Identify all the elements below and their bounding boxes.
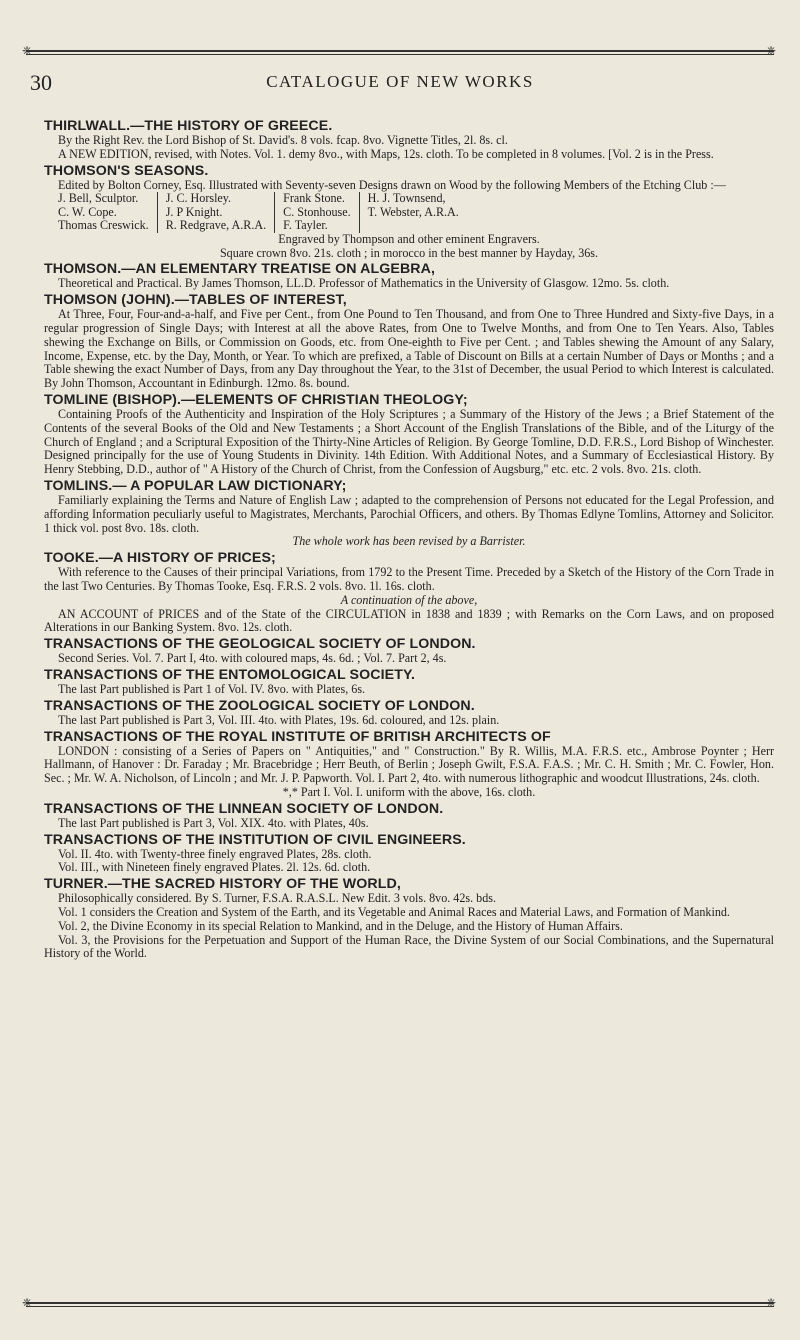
entry-heading: TRANSACTIONS OF THE ROYAL INSTITUTE OF BRITISH ARCHITECTS OF [44, 728, 551, 745]
entry-paragraph: Vol. III., with Nineteen finely engraved Plates. 2l. 12s. 6d. cloth. [58, 860, 371, 875]
catalogue-entry [44, 698, 774, 728]
entry-heading: TURNER.—THE SACRED HISTORY OF THE WORLD, [44, 876, 401, 893]
entry-paragraph: *,* Part I. Vol. I. uniform with the above, 16s. cloth. [282, 785, 536, 799]
entry-paragraph: The last Part published is Part 3, Vol. III. 4to. with Plates, 19s. 6d. coloured, and 12s. plain. [58, 712, 500, 727]
entry-body [44, 892, 774, 961]
catalogue-entry [44, 876, 774, 961]
entry-body [44, 308, 774, 391]
catalogue-entry [44, 801, 774, 831]
entry-heading: THOMSON.—AN ELEMENTARY TREATISE ON ALGEBRA, [44, 261, 436, 278]
entry-heading: TRANSACTIONS OF THE INSTITUTION OF CIVIL ENGINEERS. [44, 831, 466, 848]
catalogue-entry [44, 392, 774, 477]
entry-paragraph: Edited by Bolton Corney, Esq. Illustrated with Seventy-seven Designs drawn on Wood by the following Members of the Etching Club :— [58, 177, 726, 192]
top-right-ornament: ❈ [766, 44, 777, 58]
entry-heading: THIRLWALL.—THE HISTORY OF GREECE. [44, 118, 333, 134]
entry-paragraph: With reference to the Causes of their principal Variations, from 1792 to the Present Time. Preceded by a Sketch of the History of the Corn Trade in the last Two Centuries. By Thomas Tooke, Esq. F.R.S. 2 vols. 8vo. 1l. 16s. cloth. [44, 565, 774, 594]
etcher-name: T. Webster, A.R.A. [359, 206, 467, 220]
entry-body [44, 134, 774, 162]
etching-club-members [58, 192, 467, 233]
entry-body [44, 408, 774, 477]
entry-body [44, 494, 774, 549]
catalogue-entry [44, 118, 774, 162]
entry-heading: THOMSON (JOHN).—TABLES OF INTEREST, [44, 292, 347, 309]
running-title: CATALOGUE OF NEW WORKS [266, 72, 534, 91]
etcher-name: Frank Stone. [275, 192, 360, 206]
catalogue-entry [44, 478, 774, 549]
entry-heading: TOMLINE (BISHOP).—ELEMENTS OF CHRISTIAN THEOLOGY; [44, 392, 468, 409]
top-left-ornament: ❈ [22, 44, 33, 58]
etcher-name: C. W. Cope. [58, 204, 117, 219]
bottom-right-ornament: ❈ [766, 1296, 777, 1310]
etcher-name: R. Redgrave, A.R.A. [157, 219, 274, 233]
entry-heading: TRANSACTIONS OF THE GEOLOGICAL SOCIETY OF LONDON. [44, 636, 476, 653]
catalogue-entry [44, 550, 774, 635]
entry-paragraph: Philosophically considered. By S. Turner, F.S.A. R.A.S.L. New Edit. 3 vols. 8vo. 42s. bds. [58, 891, 496, 906]
etcher-name [359, 219, 467, 233]
catalogue-entry [44, 729, 774, 800]
entry-paragraph: LONDON : consisting of a Series of Papers on " Antiquities," and " Construction." By R. Willis, M.A. F.R.S. etc., Ambrose Poynter ; Herr Hallmann, of Hanover : Dr. Faraday ; Mr. Bracebridge ; Herr Beuth, of Berlin ; Joseph Gwilt, F.S.A. F.A.S. ; Mr. C. H. Smith ; Mr. C. Fowler, Hon. Sec. ; Mr. W. A. Nicholson, of Lincoln ; and Mr. J. P. Papworth. Vol. I. Part 2, 4to. with numerous lithographic and woodcut Illustrations, 24s. cloth. [44, 743, 774, 786]
entry-paragraph: The last Part published is Part 3, Vol. XIX. 4to. with Plates, 40s. [58, 815, 369, 830]
top-rule [26, 50, 774, 55]
entry-paragraph: Vol. II. 4to. with Twenty-three finely engraved Plates, 28s. cloth. [58, 846, 372, 861]
entry-body [44, 566, 774, 635]
entry-heading: TRANSACTIONS OF THE ENTOMOLOGICAL SOCIETY. [44, 667, 415, 684]
entry-heading: TRANSACTIONS OF THE LINNEAN SOCIETY OF LONDON. [44, 800, 444, 817]
entry-heading: TOMLINS.— A POPULAR LAW DICTIONARY; [44, 478, 347, 495]
catalogue-entry [44, 636, 774, 666]
entry-paragraph: Familiarly explaining the Terms and Nature of English Law ; adapted to the comprehension of Persons not educated for the Legal Profession, and affording Information peculiarly useful to Magistrates, Merchants, Parochial Officers, and others. By Thomas Edlyne Tomlins, Attorney and Solicitor. 1 thick vol. post 8vo. 18s. cloth. [44, 493, 774, 535]
entry-paragraph: The last Part published is Part 1 of Vol. IV. 8vo. with Plates, 6s. [58, 682, 366, 697]
entry-body [44, 817, 774, 831]
entry-note: Square crown 8vo. 21s. cloth ; in morocco in the best manner by Hayday, 36s. [219, 245, 599, 260]
page-number: 30 [30, 70, 52, 95]
entry-paragraph: Vol. 2, the Divine Economy in its special Relation to Mankind, and in the Deluge, and the History of Human Affairs. [58, 918, 623, 933]
etcher-name: J. Bell, Sculptor. [58, 191, 139, 206]
etcher-name: H. J. Townsend, [359, 192, 467, 206]
entry-heading: TRANSACTIONS OF THE ZOOLOGICAL SOCIETY OF LONDON. [44, 697, 475, 714]
entry-body [44, 652, 774, 666]
bottom-rule [26, 1302, 774, 1307]
entry-paragraph: A NEW EDITION, revised, with Notes. Vol. 1. demy 8vo., with Maps, 12s. cloth. To be completed in 8 volumes. [Vol. 2 is in the Press. [58, 146, 714, 161]
etcher-name: Thomas Creswick. [58, 218, 149, 233]
entry-paragraph: Vol. 1 considers the Creation and System of the Earth, and its Vegetable and Animal Races and Material Laws, and Formation of Mankind. [58, 904, 730, 919]
catalogue-entries [44, 118, 774, 962]
entry-body [44, 179, 774, 261]
bottom-left-ornament: ❈ [22, 1296, 33, 1310]
entry-note: Engraved by Thompson and other eminent Engravers. [278, 231, 540, 246]
entry-body [44, 848, 774, 876]
entry-heading: TOOKE.—A HISTORY OF PRICES; [44, 550, 276, 567]
etcher-name: J. C. Horsley. [157, 192, 274, 206]
catalogue-entry [44, 832, 774, 876]
entry-heading: THOMSON'S SEASONS. [44, 162, 209, 179]
etcher-name: C. Stonhouse. [275, 206, 360, 220]
entry-body [44, 277, 774, 291]
entry-paragraph: At Three, Four, Four-and-a-half, and Five per Cent., from One Pound to Ten Thousand, and from One to Three Hundred and Sixty-five Days, in a regular progression of Single Days; with Interest at all the above Rates, from One to Twelve Months, and from One to Ten Years. Also, Tables shewing the Exchange on Bills, or Commission on Goods, etc. from One-eighth to Five per Cent. ; and Tables shewing the Amount of any Salary, Income, Expense, etc. by the Day, Month, or Year. To which are prefixed, a Table of Discount on Bills at a certain Number of Days or Months ; and a Table shewing the exact Number of Days, from any Day throughout the Year, to the 31st of December, the usual Period to which Interest is calculated. By John Thomson, Accountant in Edinburgh. 12mo. 8s. bound. [44, 307, 774, 391]
catalogue-entry [44, 667, 774, 697]
catalogue-entry [44, 163, 774, 261]
entry-body [44, 745, 774, 800]
entry-paragraph: The whole work has been revised by a Barrister. [292, 534, 526, 549]
catalogue-entry [44, 261, 774, 291]
etcher-name: F. Tayler. [275, 219, 360, 233]
entry-paragraph: By the Right Rev. the Lord Bishop of St. David's. 8 vols. fcap. 8vo. Vignette Titles, 2l. 8s. cl. [58, 133, 508, 147]
entry-paragraph: AN ACCOUNT of PRICES and of the State of the CIRCULATION in 1838 and 1839 ; with Remarks on the Corn Laws, and on proposed Alterations in our Banking System. 8vo. 12s. cloth. [44, 606, 774, 635]
entry-body [44, 683, 774, 697]
entry-paragraph: Vol. 3, the Provisions for the Perpetuation and Support of the Human Race, the Divine System of our Social Combinations, and the Supernatural History of the World. [44, 932, 774, 961]
entry-paragraph: Containing Proofs of the Authenticity and Inspiration of the Holy Scriptures ; a Summary of the History of the Jews ; a Brief Statement of the Contents of the several Books of the Old and New Testaments ; a Short Account of the English Translations of the Bible, and of the Liturgy of the Church of England ; and a Scriptural Exposition of the Thirty-Nine Articles of Religion. By George Tomline, D.D. F.R.S., Lord Bishop of Winchester. Designed principally for the use of Young Students in Divinity. 14th Edition. With Additional Notes, and a Summary of Ecclesiastical History. By Henry Stebbing, D.D., author of " A History of the Church of Christ, from the Confession of Augsburg," etc. etc. 2 vols. 8vo. 21s. cloth. [44, 407, 774, 477]
catalogue-entry [44, 292, 774, 391]
entry-paragraph: Theoretical and Practical. By James Thomson, LL.D. Professor of Mathematics in the University of Glasgow. 12mo. 5s. cloth. [58, 276, 670, 291]
entry-body [44, 714, 774, 728]
entry-paragraph: A continuation of the above, [340, 592, 478, 607]
etcher-name: J. P Knight. [157, 206, 274, 220]
entry-paragraph: Second Series. Vol. 7. Part I, 4to. with coloured maps, 4s. 6d. ; Vol. 7. Part 2, 4s. [58, 651, 447, 666]
